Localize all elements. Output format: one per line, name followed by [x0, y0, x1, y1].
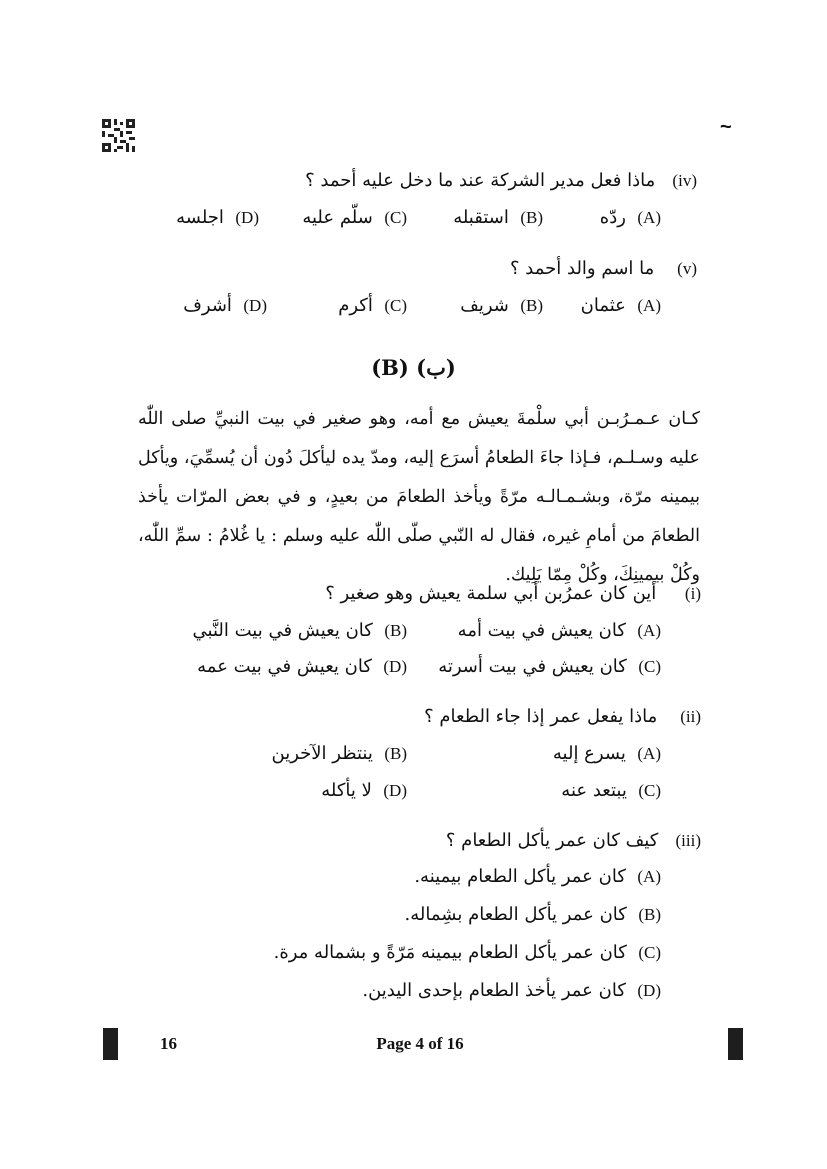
option-ii-b: (B) ينتظر الآخرين: [271, 743, 407, 764]
option-v-b: (B) شريف: [460, 295, 543, 316]
question-number: (ii): [680, 707, 701, 726]
option-iv-c: (C) سلّم عليه: [302, 207, 407, 228]
option-iii-a: (A) كان عمر يأكل الطعام بيمينه.: [414, 866, 661, 887]
option-iii-d: (D) كان عمر يأخذ الطعام بإحدى اليدين.: [362, 980, 661, 1001]
option-i-a: (A) كان يعيش في بيت أمه: [457, 620, 661, 641]
option-iii-b: (B) كان عمر يأكل الطعام بشِماله.: [404, 904, 661, 925]
section-heading: (ب) (B): [371, 355, 456, 380]
corner-mark: ~: [720, 116, 732, 138]
question-iii: [446, 830, 701, 851]
qr-code-icon: [102, 119, 135, 152]
question-ii: [424, 706, 701, 727]
question-i: [325, 583, 701, 604]
option-iv-b: (B) استقبله: [453, 207, 543, 228]
option-ii-d: (D) لا يأكله: [321, 780, 407, 801]
question-text: ماذا يفعل عمر إذا جاء الطعام ؟: [424, 706, 658, 727]
option-v-a: (A) عثمان: [580, 295, 661, 316]
question-iv: [305, 170, 697, 191]
question-number: (iv): [672, 171, 697, 190]
reading-passage: كـان عـمـرُبـن أبي سلْمةَ يعيش مع أمه، وهو صغير في بيت النبيِّ صلى اللّٰه عليه وسـلـم، فـإذا جاءَ الطعامُ أسرَع إليه، ومدّ يده ليأكلَ دُون أن يُسمِّيَ، ويأكل بيمينه مرّة، وبشـمـالـه مرّةً ويأخذ الطعامَ من بعيدٍ، و في بعض المرّات يأخذ الطعامَ من أمامِ غيره، فقال له النّبي صلّى اللّٰه عليه وسلم : يا غُلامُ : سمِّ اللّٰه، وكُلْ بيمينِكَ، وكُلْ مِمّا يَلِيك.: [138, 409, 700, 585]
question-number: (v): [677, 259, 697, 278]
option-ii-c: (C) يبتعد عنه: [561, 780, 661, 801]
question-number: (iii): [675, 831, 701, 850]
option-ii-a: (A) يسرع إليه: [552, 743, 661, 764]
question-text: أين كان عمرُبن أبي سلمة يعيش وهو صغير ؟: [325, 583, 657, 604]
option-i-c: (C) كان يعيش في بيت أسرته: [438, 656, 661, 677]
right-margin-bar: [728, 1028, 743, 1060]
option-iv-d: (D) اجلسه: [176, 207, 259, 228]
footer-number: 16: [160, 1034, 177, 1053]
question-v: [510, 258, 697, 279]
option-i-d: (D) كان يعيش في بيت عمه: [197, 656, 407, 677]
question-text: كيف كان عمر يأكل الطعام ؟: [445, 830, 659, 851]
question-number: (i): [684, 584, 701, 603]
option-i-b: (B) كان يعيش في بيت النَّبي: [192, 620, 407, 641]
question-text: ماذا فعل مدير الشركة عند ما دخل عليه أحمد ؟: [305, 170, 656, 191]
page-number: Page 4 of 16: [376, 1034, 464, 1053]
question-text: ما اسم والد أحمد ؟: [510, 258, 655, 279]
option-v-d: (D) أشرف: [183, 295, 267, 316]
option-iii-c: (C) كان عمر يأكل الطعام بيمينه مَرّةً و بشماله مرة.: [273, 942, 661, 963]
option-v-c: (C) أكرم: [338, 295, 407, 316]
option-iv-a: (A) ردّه: [599, 207, 661, 228]
